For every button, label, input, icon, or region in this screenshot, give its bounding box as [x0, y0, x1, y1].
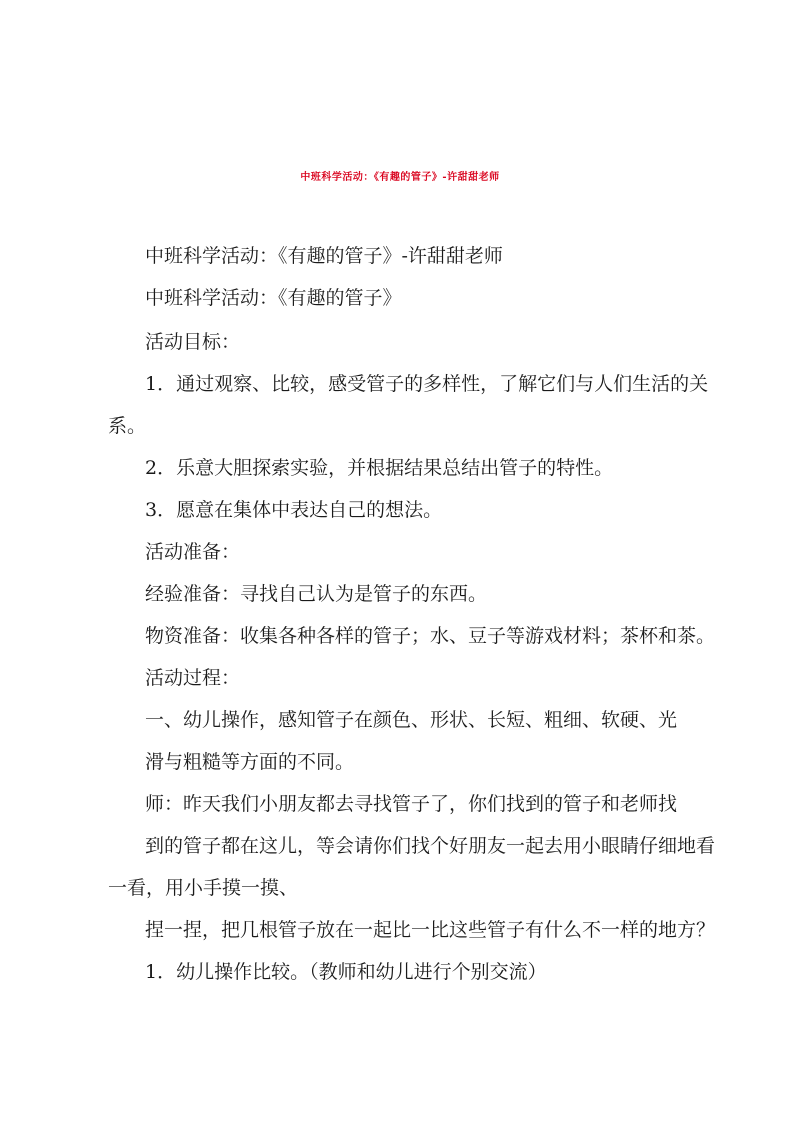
paragraph-line: 物资准备：收集各种各样的管子；水、豆子等游戏材料；茶杯和茶。: [145, 625, 716, 647]
paragraph-line: 活动准备：: [145, 541, 241, 563]
paragraph-line: 一看，用小手摸一摸、: [108, 877, 299, 899]
paragraph-line: 3．愿意在集体中表达自己的想法。: [145, 499, 443, 521]
paragraph-line: 系。: [108, 415, 147, 437]
paragraph-line: 中班科学活动：《有趣的管子》-许甜甜老师: [145, 245, 503, 267]
paragraph-line: 1．幼儿操作比较。（教师和幼儿进行个别交流）: [145, 961, 547, 983]
document-title: 中班科学活动：《有趣的管子》-许甜甜老师: [300, 172, 500, 183]
paragraph-line: 2．乐意大胆探索实验，并根据结果总结出管子的特性。: [145, 457, 614, 479]
paragraph-line: 到的管子都在这儿，等会请你们找个好朋友一起去用小眼睛仔细地看: [145, 835, 716, 857]
paragraph-line: 捏一捏，把几根管子放在一起比一比这些管子有什么不一样的地方？: [145, 919, 716, 941]
paragraph-line: 活动过程：: [145, 667, 241, 689]
paragraph-line: 中班科学活动：《有趣的管子》: [145, 287, 402, 309]
paragraph-line: 一、幼儿操作，感知管子在颜色、形状、长短、粗细、软硬、光: [145, 709, 678, 731]
paragraph-line: 滑与粗糙等方面的不同。: [145, 751, 355, 773]
paragraph-line: 1．通过观察、比较，感受管子的多样性，了解它们与人们生活的关: [145, 373, 709, 395]
paragraph-line: 活动目标：: [145, 331, 241, 353]
paragraph-line: 经验准备：寻找自己认为是管子的东西。: [145, 583, 488, 605]
paragraph-line: 师：昨天我们小朋友都去寻找管子了，你们找到的管子和老师找: [145, 793, 678, 815]
